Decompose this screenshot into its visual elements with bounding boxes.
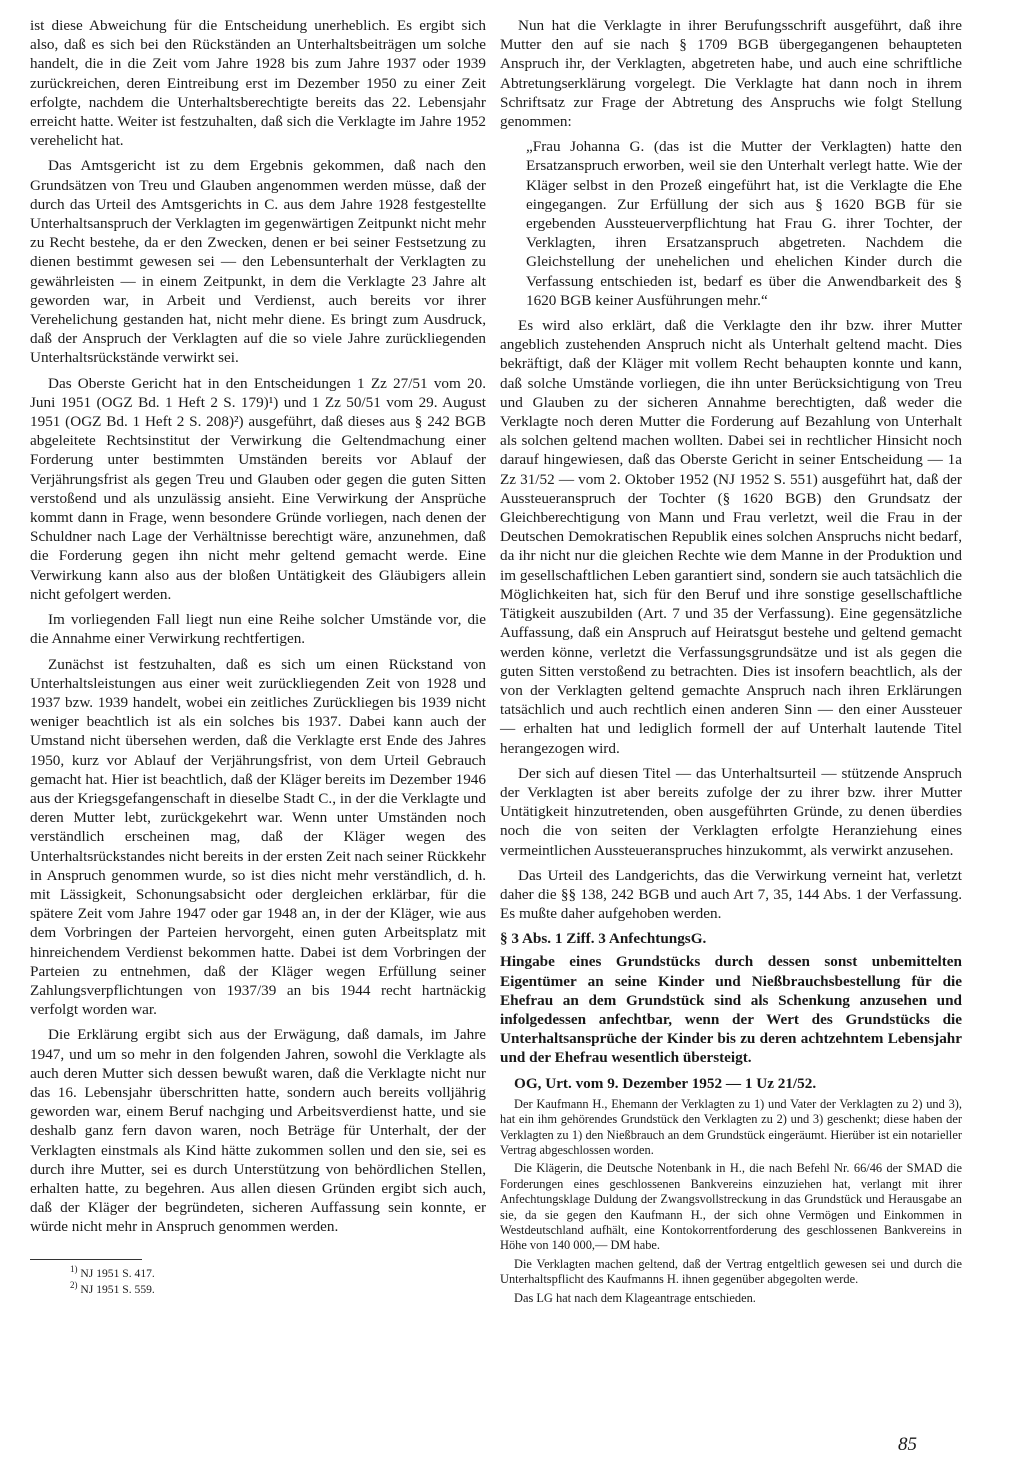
footnote (30, 1263, 486, 1282)
paragraph: Das Amtsgericht ist zu dem Ergebnis gekommen, daß nach den Grundsätzen von Treu und Glauben angenommen werden müsse, daß der durch das Urteil des Amtsgerichts in C. aus dem Jahre 1928 festgestellte Unterhaltsanspruch der Verklagten im gegenwärtigen Zeitpunkt nicht mehr zu Recht bestehe, da er den Zwecken, denen er bei seiner Festsetzung zu dienen bestimmt gewesen sei — den Lebensunterhalt der Verklagten zu gewährleisten — in einem Zeitpunkt, in dem die Verklagte 23 Jahre alt geworden war, in Arbeit und Verdienst, auch bereits vor ihrer Verehelichung gestanden hat, nicht mehr diene. Es bringt zum Ausdruck, daß der Anspruch der Verklagten auf die so viele Jahre zurückliegenden Unterhaltsrückstände verwirkt sei. (30, 157, 486, 367)
headnote: Hingabe eines Grundstücks durch dessen sonst unbemittelten Eigentümer an seine Kinder und Nießbrauchsbestellung für die Ehefrau an dem Grundstück sind als Schenkung anzusehen und infolgedessen anfechtbar, wenn der Wert des Grundstücks die Unterhaltsansprüche der Kinder bis zu deren achtzehntem Lebensjahr und der Ehefrau wesentlich übersteigt. (500, 953, 962, 1067)
paragraph: ist diese Abweichung für die Entscheidung unerheblich. Es ergibt sich also, daß es sich bei den Rückständen an Unterhaltsbeiträgen um solche handelt, die in die Zeit vom Jahre 1928 bis zum Jahre 1937 oder 1939 zurückreichen, deren Eintreibung erst im Dezember 1950 zu einer Zeit erfolgte, nachdem die Unterhaltsberechtigte bereits das 22. Lebensjahr erreicht hatte. Weiter ist festzuhalten, daß sich die Verklagte im Jahre 1952 verehelicht hat. (30, 17, 486, 150)
paragraph: Der sich auf diesen Titel — das Unterhaltsurteil — stützende Anspruch der Verklagten ist aber bereits zufolge der zu ihrer bzw. ihrer Mutter Untätigkeit hinzutretenden, oben ausgeführten Gründe, zu denen überdies noch die von seiten der Verklagten erfolgte Heranziehung eines vermeintlichen Aussteueranspruches hinzukommt, als verwirkt anzusehen. (500, 764, 962, 859)
paragraph: Die Erklärung ergibt sich aus der Erwägung, daß damals, im Jahre 1947, und um so mehr in den folgenden Jahren, sowohl die Verklagte als auch deren Mutter sich dessen bewußt waren, daß die Verklagte nicht nur das 16. Lebensjahr überschritten hatte, sondern auch bereits volljährig geworden war, einem Beruf nachging und Arbeitsverdienst hatte, und sie deshalb ganz fern davon waren, noch Beträge für Unterhalt, der der Verklagten einstmals als Kind hätte zukommen sollen und den sie, sei es durch ihre Mutter, sei es durch Unterstützung von behördlichen Stellen, erhalten hatte, zu begehren. Aus allen diesen Gründen ergibt sich auch, daß der Kläger der begründeten, sicheren Auffassung sein konnte, er würde nicht mehr in Anspruch genommen werden. (30, 1026, 486, 1236)
footnote-mark: 1) (70, 1263, 78, 1274)
paragraph: Es wird also erklärt, daß die Verklagte den ihr bzw. ihrer Mutter angeblich zustehenden Anspruch nicht als Unterhalt geltend macht. Dies bekräftigt, daß der Kläger mit vollem Recht behaupten konnte und kann, daß solche Umstände vorliegen, die ihn unter Berücksichtigung von Treu und Glauben zu der sicheren Annahme berechtigten, daß weder die Verklagte noch deren Mutter die Forderung auf Bezahlung von Unterhalt als solchen geltend machen wollten. Dabei sei in rechtlicher Hinsicht noch darauf hingewiesen, daß das Oberste Gericht in seiner Entscheidung — 1a Zz 31/52 — vom 2. Oktober 1952 (NJ 1952 S. 551) ausgeführt hat, daß der Aussteueranspruch der Tochter (§ 1620 BGB) den Grundsatz der Gleichberechtigung von Mann und Frau verletzt, weil die Frau in der Deutschen Demokratischen Republik eines solchen Anspruchs nicht bedarf, da ihr nicht nur die gleichen Rechte wie dem Manne in der Produktion und im gesellschaftlichen Leben garantiert sind, sondern sie auch tatsächlich die Möglichkeiten hat, sich für den Beruf und ihre sonstige gesellschaftliche Tätigkeit auszubilden (Art. 7 und 35 der Verfassung). Eine gegensätzliche Auffassung, daß ein Anspruch auf Heiratsgut bestehe und geltend gemacht werden könne, verletzt die Verfassungsgrundsätze und ist als gegen die guten Sitten verstoßend zu betrachten. Dies ist insofern beachtlich, als der von der Verklagten geltend gemachte Anspruch nach ihren Erklärungen tatsächlich und auch rechtlich einen anderen Sinn — den einer Aussteuer — erhalten hat und lediglich formell der auf Unterhalt lautende Titel herangezogen wird. (500, 317, 962, 757)
case-facts-paragraph: Der Kaufmann H., Ehemann der Verklagten zu 1) und Vater der Verklagten zu 2) und 3), hat ein ihm gehörendes Grundstück den Verklagten zu 2) und 3) geschenkt; diese haben der Verklagten zu 1) den Nießbrauch an dem Grundstück eingeräumt. Hierüber ist ein notarieller Vertrag abgeschlossen worden. (500, 1096, 962, 1157)
left-column (30, 16, 486, 1298)
paragraph: Nun hat die Verklagte in ihrer Berufungsschrift ausgeführt, daß ihre Mutter den auf sie nach § 1709 BGB übergegangenen behaupteten Anspruch ihr, der Verklagten, abgetreten habe, und auch eine schriftliche Abtretungserklärung vorgelegt. Die Verklagte hat dann noch in ihrem Schriftsatz zur Frage der Abtretung des Anspruchs wie folgt Stellung genommen: (500, 17, 962, 131)
case-facts-paragraph: Die Klägerin, die Deutsche Notenbank in H., die nach Befehl Nr. 66/46 der SMAD die Forderungen eines geschlossenen Bankvereins einzuziehen hat, verlangt mit ihrer Anfechtungsklage Duldung der Zwangsvollstreckung in das Grundstück und Herausgabe an sie, da sie gegen den Kaufmann H., der sich ohne Vermögen und Einkommen in Westdeutschland aufhält, eine Kontokorrentforderung des geschlossenen Bankvereins in Höhe von 140 000,— DM habe. (500, 1161, 962, 1253)
section-heading: § 3 Abs. 1 Ziff. 3 AnfechtungsG. (500, 930, 707, 948)
footnote-text: NJ 1951 S. 417. (80, 1266, 155, 1280)
footnote-text: NJ 1951 S. 559. (80, 1282, 155, 1296)
block-quote: „Frau Johanna G. (das ist die Mutter der Verklagten) hatte den Ersatzanspruch erworben, weil sie den Unterhalt verlegt hatte. Wie der Kläger selbst in den Prozeß eingeführt hat, ist die Verklagte die Ehe eingegangen. Zur Erfüllung der sich aus § 1620 BGB für sie ergebenden Aussteuerverpflichtung hat Frau G. ihrer Tochter, der Verklagten, ihren Ersatzanspruch abgetreten. Nachdem die Gleichstellung der unehelichen und ehelichen Kinder durch die Verfassung entschieden ist, bedarf es über die Anwendbarkeit des § 1620 BGB keiner Ausführungen mehr.“ (526, 138, 962, 309)
paragraph: Das Urteil des Landgerichts, das die Verwirkung verneint hat, verletzt daher die §§ 138, 242 BGB und auch Art 7, 35, 144 Abs. 1 der Verfassung. Es mußte daher aufgehoben werden. (500, 866, 962, 923)
court-citation: OG, Urt. vom 9. Dezember 1952 — 1 Uz 21/52. (514, 1074, 817, 1092)
footnote-mark: 2) (70, 1279, 78, 1290)
case-facts-paragraph: Die Verklagten machen geltend, daß der Vertrag entgeltlich gewesen sei und durch die Unterhaltspflicht des Kaufmanns H. ihnen gegenüber abgegolten werde. (500, 1256, 962, 1287)
right-column (500, 16, 962, 1309)
paragraph: Im vorliegenden Fall liegt nun eine Reihe solcher Umstände vor, die die Annahme einer Verwirkung rechtfertigen. (30, 611, 486, 648)
case-facts-paragraph: Das LG hat nach dem Klageantrage entschieden. (514, 1290, 756, 1305)
paragraph: Das Oberste Gericht hat in den Entscheidungen 1 Zz 27/51 vom 20. Juni 1951 (OGZ Bd. 1 Heft 2 S. 179)¹) und 1 Zz 50/51 vom 29. August 1951 (OGZ Bd. 1 Heft 2 S. 208)²) ausgeführt, daß dieses aus § 242 BGB abgeleitete Rechtsinstitut der Verwirkung die Geltendmachung einer Forderung unter bestimmten Umständen bereits vor Ablauf der Verjährungsfrist als gegen Treu und Glauben oder gegen die guten Sitten verstoßend und als unzulässig ansieht. Eine Verwirkung der Ansprüche kommt dann in Frage, wenn besondere Gründe vorliegen, nach denen der Schuldner nach Lage der Verhältnisse berechtigt wäre, anzunehmen, daß die Forderung gegen ihn nicht mehr geltend gemacht werde. Eine Verwirkung kann also aus der bloßen Untätigkeit des Gläubigers allein nicht gefolgert werden. (30, 374, 486, 603)
footnote (30, 1279, 486, 1298)
paragraph: Zunächst ist festzuhalten, daß es sich um einen Rückstand von Unterhaltsleistungen aus einer weit zurückliegenden Zeit von 1928 und 1937 bzw. 1939 handelt, wobei ein zeitliches Zurückliegen bis 1939 nicht weniger beachtlich ist als ein solches bis 1937. Dabei kann auch der Umstand nicht übersehen werden, daß die Verklagte erst Ende des Jahres 1950, kurz vor Ablauf der Verjährungsfrist, von dem Urteil Gebrauch gemacht hat. Hier ist beachtlich, daß der Kläger bereits im Dezember 1946 aus der Kriegsgefangenschaft in dieselbe Stadt C., in der die Verklagte und deren Mutter lebt, zurückgekehrt war. Wenn unter Umständen noch verständlich erscheinen mag, daß der Kläger wegen des Unterhaltsrückstandes nicht bereits in der ersten Zeit nach seiner Rückkehr in Anspruch genommen wurde, so ist dies nicht mehr verständlich, d. h. mit Lässigkeit, Schonungsabsicht oder dergleichen erklärbar, für die spätere Zeit vom Jahre 1947 oder gar 1948 an, in der der Kläger, wie aus dem Vorbringen der Parteien hervorgeht, einen guten Arbeitsplatz mit hinreichendem Verdienst bekommen hatte. Dabei ist dem Vorbringen der Parteien zu entnehmen, daß der Kläger wegen Erfüllung seiner Zahlungsverpflichtungen von 1937/39 an bis 1944 recht hartnäckig verfolgt worden war. (30, 655, 486, 1019)
page-number: 85 (898, 1434, 917, 1455)
footnote-divider (30, 1259, 142, 1260)
